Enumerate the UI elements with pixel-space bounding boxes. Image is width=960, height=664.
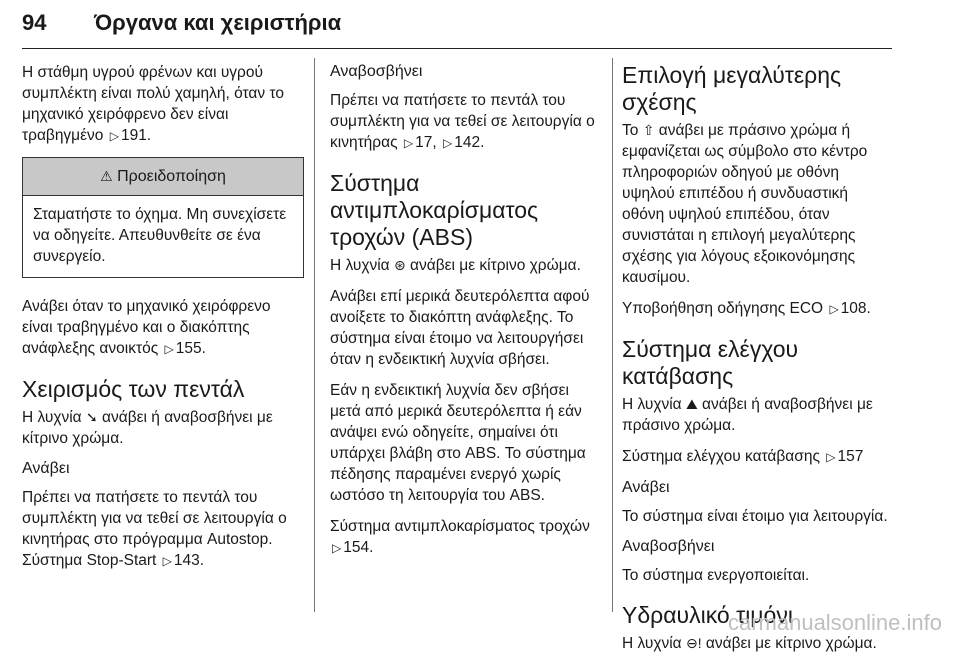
hill-descent-icon: ⛰ bbox=[685, 396, 698, 412]
warning-triangle-icon: ⚠ bbox=[100, 168, 113, 184]
page-title: Όργανα και χειριστήρια bbox=[94, 10, 342, 35]
subsection-heading: Ανάβει bbox=[622, 479, 670, 496]
paragraph: Ανάβει επί μερικά δευτερόλεπτα αφού ανοίξετε το διακόπτη ανάφλεξης. Το σύστημα είναι έτοιμο να λειτουργήσει όταν η ενδεικτική λυχνία σβήσει. bbox=[330, 288, 590, 368]
warning-box bbox=[22, 157, 304, 278]
warning-title: Προειδοποίηση bbox=[117, 168, 226, 185]
reference-arrow-icon: ▷ bbox=[829, 302, 839, 316]
gear-shift-up-icon: ⇧ bbox=[642, 122, 655, 138]
paragraph: Η στάθμη υγρού φρένων και υγρού συμπλέκτη είναι πολύ χαμηλή, όταν το μηχανικό χειρόφρενο δεν είναι τραβηγμένο ▷ 191. bbox=[22, 62, 304, 147]
page-reference-link[interactable]: 157 bbox=[837, 448, 864, 465]
page-reference-link[interactable]: 155. bbox=[175, 340, 206, 357]
reference-arrow-icon: ▷ bbox=[164, 342, 174, 356]
section-heading: Χειρισμός των πεντάλ bbox=[22, 376, 245, 402]
column-divider-1 bbox=[314, 58, 315, 612]
subsection-heading: Ανάβει bbox=[22, 460, 70, 477]
reference-arrow-icon: ▷ bbox=[162, 554, 172, 568]
paragraph: Η λυχνία ⊛ ανάβει με κίτρινο χρώμα. bbox=[330, 257, 581, 274]
page-reference-link[interactable]: 143. bbox=[173, 552, 205, 569]
section-heading: Σύστημα αντιμπλοκαρίσματος τροχών (ABS) bbox=[330, 170, 539, 250]
paragraph: Σύστημα αντιμπλοκαρίσματος τροχών ▷ 154. bbox=[330, 516, 602, 559]
reference-arrow-icon: ▷ bbox=[442, 136, 453, 150]
page-reference-link[interactable]: 142. bbox=[454, 134, 485, 151]
paragraph: Ανάβει όταν το μηχανικό χειρόφρενο είναι τραβηγμένο και ο διακόπτης ανάφλεξης ανοικτός ▷ 155. bbox=[22, 296, 304, 360]
page-reference-link[interactable]: 108. bbox=[840, 300, 871, 317]
header-divider bbox=[22, 48, 892, 49]
page-header bbox=[22, 4, 892, 50]
page-reference-link[interactable]: 17, bbox=[415, 134, 437, 151]
paragraph: Πρέπει να πατήσετε το πεντάλ του συμπλέκτη για να τεθεί σε λειτουργία ο κινητήρας στο πρόγραμμα Autostop. Σύστημα Stop-Start ▷ 143. bbox=[22, 487, 304, 572]
page-reference-link[interactable]: 154. bbox=[343, 539, 374, 556]
column-1 bbox=[22, 62, 304, 582]
section-heading: Υδραυλικό τιμόνι bbox=[622, 602, 793, 628]
subsection-heading: Αναβοσβήνει bbox=[622, 538, 715, 555]
page-number: 94 bbox=[22, 10, 47, 35]
column-3 bbox=[622, 62, 892, 664]
warning-body: Σταματήστε το όχημα. Μη συνεχίσετε να οδηγείτε. Απευθυνθείτε σε ένα συνεργείο. bbox=[33, 206, 287, 265]
page-reference-link[interactable]: 191. bbox=[120, 127, 152, 144]
reference-arrow-icon: ▷ bbox=[826, 450, 836, 464]
paragraph: Υποβοήθηση οδήγησης ECO ▷ 108. bbox=[622, 298, 892, 320]
paragraph: Η λυχνία ⊖! ανάβει με κίτρινο χρώμα. bbox=[622, 635, 877, 652]
paragraph: Σύστημα ελέγχου κατάβασης ▷ 157 bbox=[622, 446, 892, 468]
reference-arrow-icon: ▷ bbox=[403, 136, 414, 150]
paragraph: Η λυχνία ⛰ ανάβει ή αναβοσβήνει με πράσινο χρώμα. bbox=[622, 396, 873, 434]
clutch-pedal-icon: ➘ bbox=[85, 409, 98, 425]
power-steering-icon: ⊖! bbox=[685, 635, 702, 651]
subsection-heading: Αναβοσβήνει bbox=[330, 63, 423, 80]
reference-arrow-icon: ▷ bbox=[109, 129, 119, 143]
column-divider-2 bbox=[612, 58, 613, 612]
paragraph: Εάν η ενδεικτική λυχνία δεν σβήσει μετά από μερικά δευτερόλεπτα ή εάν ανάψει ενώ οδηγείτε, σημαίνει ότι υπάρχει βλάβη στο ABS. Το σύστημα πέδησης παραμένει ενεργό χωρίς ωστόσο τη λειτουργία του ABS. bbox=[330, 382, 586, 504]
section-heading: Σύστημα ελέγχου κατάβασης bbox=[622, 336, 799, 389]
paragraph: Πρέπει να πατήσετε το πεντάλ του συμπλέκτη για να τεθεί σε λειτουργία ο κινητήρας ▷ 17, ▷ 142. bbox=[330, 90, 602, 154]
watermark: carmanualsonline.info bbox=[727, 610, 942, 635]
paragraph: Το σύστημα ενεργοποιείται. bbox=[622, 567, 810, 584]
abs-icon: ⊛ bbox=[393, 257, 406, 273]
paragraph: Το σύστημα είναι έτοιμο για λειτουργία. bbox=[622, 508, 888, 525]
warning-header bbox=[23, 158, 303, 196]
paragraph: Η λυχνία ➘ ανάβει ή αναβοσβήνει με κίτρινο χρώμα. bbox=[22, 409, 273, 447]
section-heading: Επιλογή μεγαλύτερης σχέσης bbox=[622, 62, 842, 115]
reference-arrow-icon: ▷ bbox=[332, 541, 342, 555]
column-2 bbox=[330, 62, 602, 569]
paragraph: Το ⇧ ανάβει με πράσινο χρώμα ή εμφανίζεται ως σύμβολο στο κέντρο πληροφοριών οδηγού με οθόνη υψηλού επιπέδου ή συνδυαστική οθόνη υψηλού επιπέδου, όταν συνιστάται η επιλογή μεγαλύτερης σχέσης για λόγους εξοικονόμησης καυσίμου. bbox=[622, 122, 868, 286]
